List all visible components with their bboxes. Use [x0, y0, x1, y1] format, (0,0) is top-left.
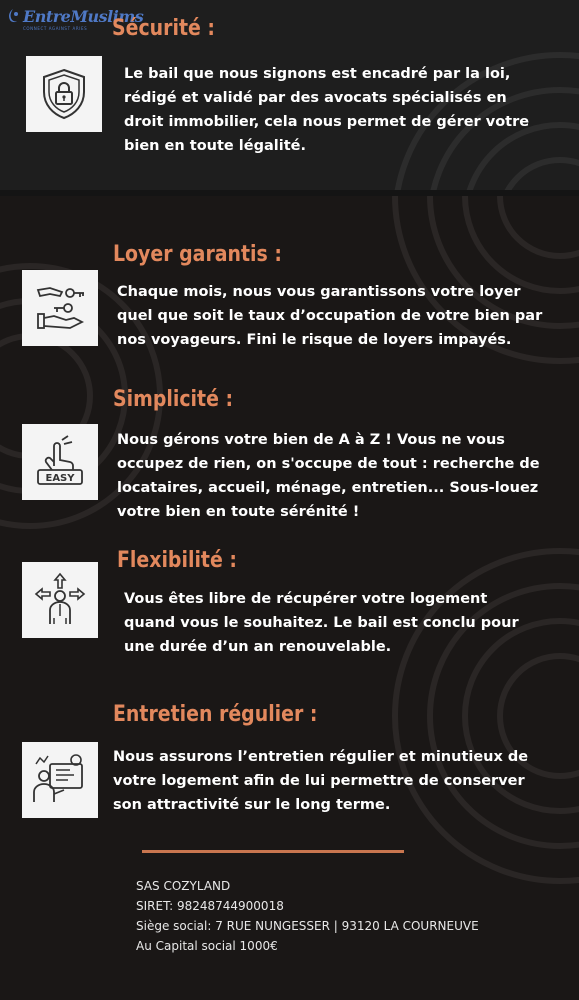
top-panel [0, 0, 579, 190]
footer-company-name: SAS COZYLAND [136, 879, 231, 893]
section-icon-box [22, 424, 98, 500]
section-icon-box [22, 742, 98, 818]
footer-address: Siège social: 7 RUE NUNGESSER | 93120 LA COURNEUVE [136, 919, 479, 933]
maintenance-worker-icon [30, 750, 90, 810]
easy-label: EASY [45, 473, 75, 484]
footer-siret: SIRET: 98248744900018 [136, 899, 284, 913]
section-description-entretien [113, 745, 528, 817]
logo-text: EntreMuslims [23, 7, 144, 26]
key-hand-icon [30, 278, 90, 338]
description-line: bien en toute légalité. [124, 138, 306, 154]
easy-hand-icon [30, 432, 90, 492]
section-description-securite [124, 62, 529, 158]
description-line: occupez de rien, on s'occupe de tout : recherche de [117, 456, 540, 472]
description-line: quel que soit le taux d’occupation de votre bien par [117, 308, 543, 324]
description-line: une durée d’un an renouvelable. [124, 639, 392, 655]
section-description-flexibilite [124, 587, 519, 659]
section-title-flexibilite: Flexibilité : [117, 548, 237, 573]
description-line: Le bail que nous signons est encadré par la loi, [124, 66, 511, 82]
section-icon-box [22, 270, 98, 346]
description-line: nos voyageurs. Fini le risque de loyers impayés. [117, 332, 512, 348]
description-line: Vous êtes libre de récupérer votre logement [124, 591, 488, 607]
section-title-simplicite: Simplicité : [113, 387, 234, 412]
description-line: droit immobilier, cela nous permet de gérer votre [124, 114, 530, 130]
logo-tagline: CONNECT AGAINST ARIES [23, 26, 88, 31]
section-icon-box [22, 562, 98, 638]
description-line: quand vous le souhaitez. Le bail est conclu pour [124, 615, 519, 631]
section-title-entretien: Entretien régulier : [113, 702, 318, 727]
logo-mark-icon [6, 8, 20, 26]
footer-capital: Au Capital social 1000€ [136, 939, 278, 953]
section-description-loyer [117, 280, 542, 352]
description-line: son attractivité sur le long terme. [113, 797, 391, 813]
company-footer [136, 876, 479, 956]
description-line: votre bien en toute sérénité ! [117, 504, 360, 520]
person-arrows-icon [30, 570, 90, 630]
description-line: votre logement afin de lui permettre de conserver [113, 773, 525, 789]
description-line: Nous assurons l’entretien régulier et minutieux de [113, 749, 529, 765]
description-line: locataires, accueil, ménage, entretien... Sous-louez [117, 480, 539, 496]
section-icon-box [26, 56, 102, 132]
section-title-securite: Sécurité : [112, 16, 215, 41]
shield-lock-icon [34, 64, 94, 124]
description-line: Nous gérons votre bien de A à Z ! Vous ne vous [117, 432, 505, 448]
description-line: rédigé et validé par des avocats spécialisés en [124, 90, 507, 106]
description-line: Chaque mois, nous vous garantissons votre loyer [117, 284, 521, 300]
footer-divider [142, 850, 404, 853]
section-title-loyer: Loyer garantis : [113, 242, 282, 267]
section-description-simplicite [117, 428, 540, 524]
